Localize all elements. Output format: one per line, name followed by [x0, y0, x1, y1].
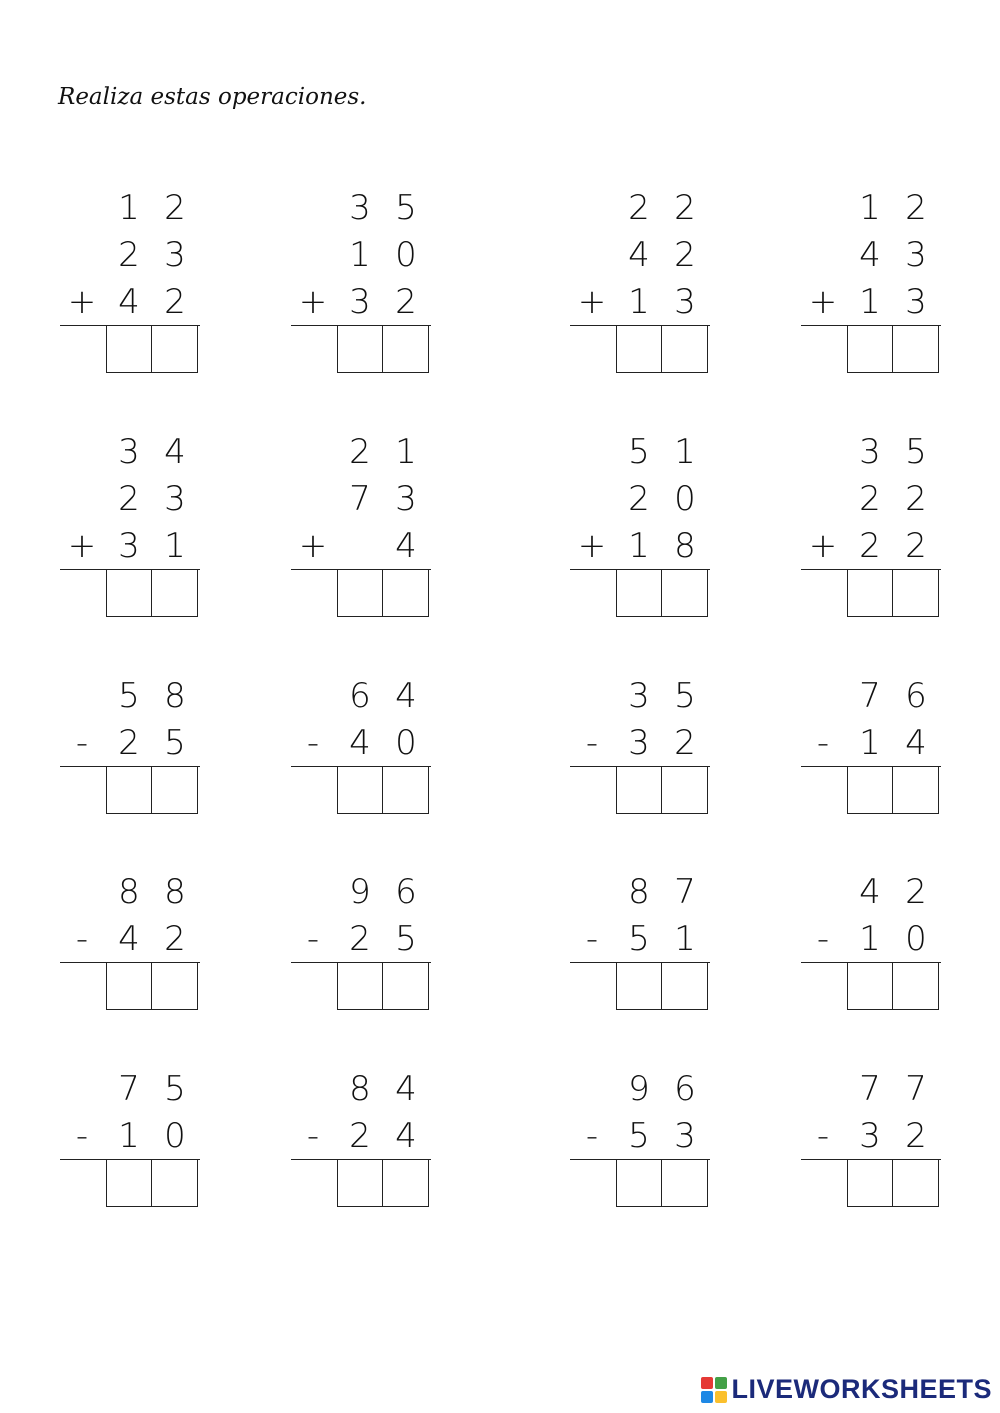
- tens-digit: 2: [349, 432, 371, 472]
- tens-digit: 7: [349, 479, 371, 519]
- operand-row: [801, 186, 941, 230]
- answer-box: [106, 766, 198, 814]
- tens-digit: 2: [118, 723, 140, 763]
- answer-box: [337, 962, 429, 1010]
- units-digit: 4: [395, 676, 417, 716]
- minus-sign: -: [816, 723, 830, 763]
- units-digit: 2: [395, 282, 417, 322]
- plus-sign: +: [577, 282, 607, 322]
- answer-tens-input[interactable]: [338, 1160, 383, 1206]
- answer-box: [616, 962, 708, 1010]
- answer-tens-input[interactable]: [107, 570, 152, 616]
- units-digit: 1: [395, 432, 417, 472]
- minus-sign: -: [585, 1116, 599, 1156]
- minus-sign: -: [816, 919, 830, 959]
- logo-square-v: [701, 1391, 713, 1403]
- answer-units-input[interactable]: [662, 963, 707, 1009]
- answer-box: [337, 1159, 429, 1207]
- problem-20: [801, 1067, 941, 1267]
- operand-row: [570, 233, 710, 277]
- answer-tens-input[interactable]: [848, 326, 893, 372]
- operand-row: [291, 524, 431, 568]
- minus-sign: -: [816, 1116, 830, 1156]
- tens-digit: 2: [118, 235, 140, 275]
- tens-digit: 1: [859, 188, 881, 228]
- problem-10: [291, 674, 431, 874]
- answer-tens-input[interactable]: [107, 963, 152, 1009]
- tens-digit: 3: [349, 282, 371, 322]
- operand-row: [801, 870, 941, 914]
- operand-row: [291, 233, 431, 277]
- problem-16: [801, 870, 941, 1070]
- operand-row: [291, 1067, 431, 1111]
- units-digit: 2: [674, 235, 696, 275]
- answer-box: [847, 962, 939, 1010]
- tens-digit: 1: [859, 723, 881, 763]
- plus-sign: +: [67, 282, 97, 322]
- operand-row: [60, 721, 200, 765]
- tens-digit: 4: [859, 235, 881, 275]
- units-digit: 2: [905, 479, 927, 519]
- operand-row: [801, 1067, 941, 1111]
- answer-box: [847, 325, 939, 373]
- operand-row: [291, 917, 431, 961]
- operand-row: [801, 477, 941, 521]
- answer-box: [847, 766, 939, 814]
- tens-digit: 2: [859, 479, 881, 519]
- liveworksheets-logo-icon: [701, 1377, 727, 1403]
- problem-3: [570, 186, 710, 386]
- plus-sign: +: [298, 526, 328, 566]
- minus-sign: -: [306, 1116, 320, 1156]
- answer-units-input[interactable]: [152, 1160, 197, 1206]
- logo-square-l: [701, 1377, 713, 1389]
- operand-row: [801, 280, 941, 324]
- operand-row: [60, 477, 200, 521]
- tens-digit: 4: [118, 282, 140, 322]
- operand-row: [801, 1114, 941, 1158]
- operand-row: [60, 870, 200, 914]
- answer-units-input[interactable]: [662, 767, 707, 813]
- units-digit: 4: [905, 723, 927, 763]
- answer-units-input[interactable]: [662, 570, 707, 616]
- answer-units-input[interactable]: [383, 570, 428, 616]
- tens-digit: 5: [628, 432, 650, 472]
- minus-sign: -: [306, 723, 320, 763]
- operand-row: [60, 1114, 200, 1158]
- operand-row: [570, 186, 710, 230]
- units-digit: 3: [674, 1116, 696, 1156]
- answer-units-input[interactable]: [893, 1160, 938, 1206]
- tens-digit: 2: [349, 919, 371, 959]
- problem-2: [291, 186, 431, 386]
- units-digit: 5: [164, 1069, 186, 1109]
- operand-row: [801, 917, 941, 961]
- tens-digit: 7: [859, 676, 881, 716]
- operand-row: [801, 430, 941, 474]
- tens-digit: 2: [349, 1116, 371, 1156]
- operand-row: [60, 430, 200, 474]
- plus-sign: +: [577, 526, 607, 566]
- units-digit: 5: [674, 676, 696, 716]
- answer-units-input[interactable]: [383, 1160, 428, 1206]
- units-digit: 5: [164, 723, 186, 763]
- answer-box: [616, 325, 708, 373]
- tens-digit: 4: [349, 723, 371, 763]
- minus-sign: -: [306, 919, 320, 959]
- units-digit: 2: [164, 282, 186, 322]
- answer-tens-input[interactable]: [617, 963, 662, 1009]
- problem-12: [801, 674, 941, 874]
- answer-units-input[interactable]: [152, 326, 197, 372]
- tens-digit: 1: [349, 235, 371, 275]
- tens-digit: 3: [118, 526, 140, 566]
- operand-row: [570, 870, 710, 914]
- operand-row: [60, 917, 200, 961]
- operand-row: [291, 870, 431, 914]
- answer-box: [616, 1159, 708, 1207]
- operand-row: [60, 233, 200, 277]
- answer-tens-input[interactable]: [848, 570, 893, 616]
- plus-sign: +: [808, 282, 838, 322]
- plus-sign: +: [808, 526, 838, 566]
- tens-digit: 1: [118, 1116, 140, 1156]
- operand-row: [291, 721, 431, 765]
- tens-digit: 6: [349, 676, 371, 716]
- operand-row: [801, 524, 941, 568]
- operand-row: [801, 721, 941, 765]
- operand-row: [570, 917, 710, 961]
- units-digit: 6: [395, 872, 417, 912]
- answer-units-input[interactable]: [383, 326, 428, 372]
- answer-units-input[interactable]: [893, 570, 938, 616]
- tens-digit: 5: [628, 919, 650, 959]
- answer-units-input[interactable]: [893, 326, 938, 372]
- answer-tens-input[interactable]: [107, 326, 152, 372]
- tens-digit: 2: [628, 479, 650, 519]
- answer-units-input[interactable]: [152, 767, 197, 813]
- units-digit: 0: [674, 479, 696, 519]
- problem-19: [570, 1067, 710, 1267]
- units-digit: 3: [164, 235, 186, 275]
- problem-9: [60, 674, 200, 874]
- operand-row: [291, 186, 431, 230]
- units-digit: 3: [395, 479, 417, 519]
- units-digit: 2: [905, 1116, 927, 1156]
- units-digit: 1: [674, 919, 696, 959]
- instruction-text: Realiza estas operaciones.: [58, 84, 367, 110]
- operand-row: [801, 233, 941, 277]
- answer-box: [337, 766, 429, 814]
- units-digit: 4: [395, 1069, 417, 1109]
- units-digit: 4: [164, 432, 186, 472]
- units-digit: 4: [395, 1116, 417, 1156]
- units-digit: 7: [674, 872, 696, 912]
- operand-row: [570, 280, 710, 324]
- tens-digit: 3: [349, 188, 371, 228]
- tens-digit: 8: [349, 1069, 371, 1109]
- plus-sign: +: [298, 282, 328, 322]
- answer-units-input[interactable]: [383, 963, 428, 1009]
- operand-row: [291, 1114, 431, 1158]
- units-digit: 2: [164, 919, 186, 959]
- answer-units-input[interactable]: [662, 326, 707, 372]
- units-digit: 8: [164, 872, 186, 912]
- tens-digit: 9: [628, 1069, 650, 1109]
- minus-sign: -: [75, 723, 89, 763]
- answer-box: [847, 569, 939, 617]
- units-digit: 2: [905, 526, 927, 566]
- answer-box: [106, 325, 198, 373]
- answer-box: [616, 766, 708, 814]
- units-digit: 2: [164, 188, 186, 228]
- operand-row: [60, 524, 200, 568]
- units-digit: 4: [395, 526, 417, 566]
- answer-tens-input[interactable]: [617, 1160, 662, 1206]
- units-digit: 8: [164, 676, 186, 716]
- tens-digit: 9: [349, 872, 371, 912]
- tens-digit: 5: [628, 1116, 650, 1156]
- answer-tens-input[interactable]: [617, 326, 662, 372]
- units-digit: 2: [674, 723, 696, 763]
- answer-tens-input[interactable]: [107, 1160, 152, 1206]
- problem-6: [291, 430, 431, 630]
- units-digit: 2: [674, 188, 696, 228]
- logo-square-e: [715, 1391, 727, 1403]
- units-digit: 1: [674, 432, 696, 472]
- answer-box: [847, 1159, 939, 1207]
- problem-8: [801, 430, 941, 630]
- operand-row: [570, 477, 710, 521]
- units-digit: 8: [674, 526, 696, 566]
- units-digit: 0: [905, 919, 927, 959]
- units-digit: 2: [905, 872, 927, 912]
- tens-digit: 1: [628, 282, 650, 322]
- operand-row: [291, 430, 431, 474]
- tens-digit: 7: [118, 1069, 140, 1109]
- tens-digit: 1: [859, 919, 881, 959]
- problem-18: [291, 1067, 431, 1267]
- problem-15: [570, 870, 710, 1070]
- tens-digit: 4: [628, 235, 650, 275]
- units-digit: 6: [905, 676, 927, 716]
- plus-sign: +: [67, 526, 97, 566]
- problem-11: [570, 674, 710, 874]
- operand-row: [291, 674, 431, 718]
- answer-tens-input[interactable]: [617, 570, 662, 616]
- answer-units-input[interactable]: [383, 767, 428, 813]
- tens-digit: 3: [628, 723, 650, 763]
- units-digit: 0: [164, 1116, 186, 1156]
- answer-tens-input[interactable]: [338, 963, 383, 1009]
- operand-row: [60, 280, 200, 324]
- units-digit: 1: [164, 526, 186, 566]
- units-digit: 5: [395, 919, 417, 959]
- operand-row: [570, 1067, 710, 1111]
- units-digit: 3: [674, 282, 696, 322]
- answer-box: [337, 325, 429, 373]
- tens-digit: 4: [859, 872, 881, 912]
- answer-units-input[interactable]: [152, 570, 197, 616]
- units-digit: 5: [905, 432, 927, 472]
- units-digit: 7: [905, 1069, 927, 1109]
- problem-14: [291, 870, 431, 1070]
- answer-tens-input[interactable]: [338, 326, 383, 372]
- operand-row: [570, 524, 710, 568]
- answer-box: [106, 569, 198, 617]
- operand-row: [60, 186, 200, 230]
- answer-tens-input[interactable]: [338, 570, 383, 616]
- tens-digit: 2: [859, 526, 881, 566]
- tens-digit: 3: [859, 432, 881, 472]
- tens-digit: 1: [859, 282, 881, 322]
- tens-digit: 3: [628, 676, 650, 716]
- units-digit: 6: [674, 1069, 696, 1109]
- answer-box: [106, 1159, 198, 1207]
- operand-row: [60, 1067, 200, 1111]
- tens-digit: 5: [118, 676, 140, 716]
- answer-tens-input[interactable]: [338, 767, 383, 813]
- operand-row: [570, 1114, 710, 1158]
- problem-7: [570, 430, 710, 630]
- answer-box: [616, 569, 708, 617]
- problem-17: [60, 1067, 200, 1267]
- answer-units-input[interactable]: [893, 767, 938, 813]
- liveworksheets-logo: [701, 1374, 992, 1405]
- answer-units-input[interactable]: [152, 963, 197, 1009]
- logo-text: LIVEWORKSHEETS: [731, 1374, 992, 1404]
- operand-row: [570, 721, 710, 765]
- tens-digit: 3: [859, 1116, 881, 1156]
- problem-4: [801, 186, 941, 386]
- tens-digit: 1: [118, 188, 140, 228]
- tens-digit: 2: [628, 188, 650, 228]
- tens-digit: 3: [118, 432, 140, 472]
- problem-13: [60, 870, 200, 1070]
- minus-sign: -: [585, 723, 599, 763]
- units-digit: 0: [395, 235, 417, 275]
- minus-sign: -: [75, 1116, 89, 1156]
- operand-row: [60, 674, 200, 718]
- answer-units-input[interactable]: [662, 1160, 707, 1206]
- tens-digit: 1: [628, 526, 650, 566]
- units-digit: 3: [905, 235, 927, 275]
- answer-tens-input[interactable]: [848, 1160, 893, 1206]
- operand-row: [570, 674, 710, 718]
- answer-tens-input[interactable]: [848, 963, 893, 1009]
- answer-tens-input[interactable]: [107, 767, 152, 813]
- tens-digit: 8: [118, 872, 140, 912]
- operand-row: [291, 477, 431, 521]
- problem-1: [60, 186, 200, 386]
- units-digit: 3: [164, 479, 186, 519]
- answer-box: [106, 962, 198, 1010]
- operand-row: [291, 280, 431, 324]
- answer-tens-input[interactable]: [617, 767, 662, 813]
- tens-digit: 8: [628, 872, 650, 912]
- operand-row: [570, 430, 710, 474]
- answer-tens-input[interactable]: [848, 767, 893, 813]
- tens-digit: 4: [118, 919, 140, 959]
- units-digit: 0: [395, 723, 417, 763]
- problem-5: [60, 430, 200, 630]
- answer-box: [337, 569, 429, 617]
- operand-row: [801, 674, 941, 718]
- tens-digit: 2: [118, 479, 140, 519]
- answer-units-input[interactable]: [893, 963, 938, 1009]
- units-digit: 5: [395, 188, 417, 228]
- units-digit: 3: [905, 282, 927, 322]
- tens-digit: 7: [859, 1069, 881, 1109]
- minus-sign: -: [75, 919, 89, 959]
- minus-sign: -: [585, 919, 599, 959]
- units-digit: 2: [905, 188, 927, 228]
- logo-square-i: [715, 1377, 727, 1389]
